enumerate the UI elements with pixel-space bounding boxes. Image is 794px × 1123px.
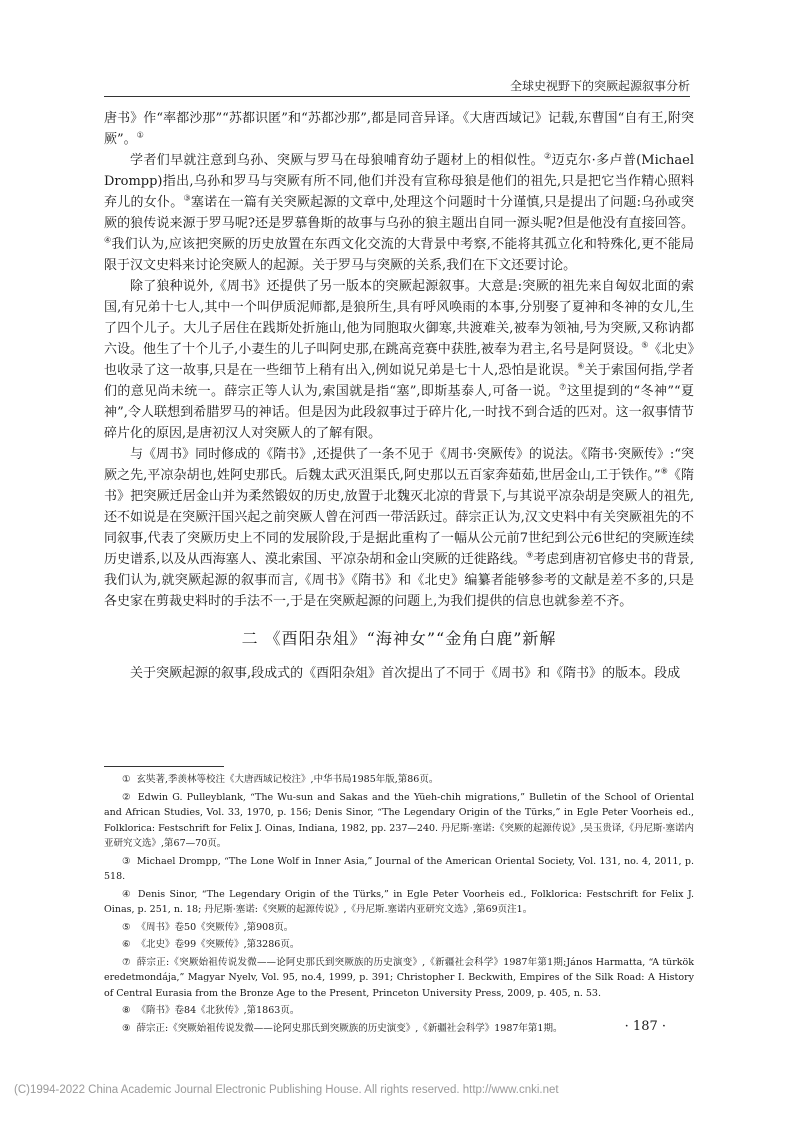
paragraph-text: 《北史》也收录了这一故事,只是在一些细节上稍有出入,例如说兄弟是七十人,恐怕是讹误。 [104, 342, 695, 378]
footnote-mark: ④ [122, 888, 132, 900]
section-title: 二 《酉阳杂俎》“海神女”“金角白鹿”新解 [241, 629, 557, 648]
footnote-text: Denis Sinor, “The Legendary Origin of the Türks,” in Egle Peter Voorheis ed., Folklorica: Festschrift for Felix J. Oinas, p. 251, n. 18; 丹尼斯·塞诺:《突厥的起源传说》,《丹尼斯.塞诺内亚研究文选》,第69页注1。 [104, 888, 694, 915]
paragraph-list [104, 108, 694, 612]
closing-paragraph: 关于突厥起源的叙事,段成式的《酉阳杂俎》首次提出了不同于《周书》和《隋书》的版本。段成 [130, 666, 681, 681]
paragraph-text: 与《周书》同时修成的《隋书》,还提供了一条不见于《周书·突厥传》的说法。《隋书·突厥传》:“突厥之先,平凉杂胡也,姓阿史那氏。后魏太武灭沮渠氏,阿史那以五百家奔茹茹,世居金山,工于铁作。” [104, 447, 694, 483]
paragraph-text: 《隋书》把突厥迁居金山并为柔然锻奴的历史,放置于北魏灭北凉的背景下,与其说平凉杂胡是突厥人的祖先,还不如说是在突厥汗国兴起之前突厥人曾在河西一带活跃过。薛宗正认为,汉文史料中有关突厥祖先的不同叙事,代表了突厥历史上不同的发展阶段,于是据此重构了一幅从公元前7世纪到公元6世纪的突厥连续历史谱系,以及从西海塞人、漠北索国、平凉杂胡和金山突厥的迁徙路线。 [104, 468, 694, 567]
footnote-mark: ⑨ [122, 1022, 131, 1034]
body-paragraph [104, 150, 694, 276]
paragraph-text: 迈克尔·多卢普(Michael Drompp)指出,乌孙和罗马与突厥有所不同,他们并没有宣称母狼是他们的祖先,只是把它当作精心照料弃儿的女仆。 [104, 153, 694, 210]
footnote-mark: ⑦ [122, 956, 131, 968]
body-paragraph [104, 444, 694, 612]
footnote-mark: ⑤ [122, 921, 131, 933]
article-body [104, 108, 694, 684]
footnote-text: Michael Drompp, “The Lone Wolf in Inner Asia,” Journal of the American Oriental Society, Vol. 131, no. 4, 2011, p. 518. [104, 855, 694, 882]
footnote-text: 《周书》卷50《突厥传》,第908页。 [136, 921, 294, 933]
footnote-text: 薛宗正:《突厥始祖传说发微——论阿史那氏到突厥族的历史演变》,《新疆社会科学》1987年第1期;János Harmatta, “A türkök eredetmondája,” Magyar Nyelv, Vol. 95, no.4, 1999, p. 391; Christopher I. Beckwith, Empires of the Silk Road: A History of Central Eurasia from the Bronze Age to the Present, Princeton University Press, 2009, p. 405, n. 53. [104, 956, 694, 999]
footnote-ref[interactable]: ④ [104, 235, 112, 245]
footnote-ref[interactable]: ③ [183, 193, 191, 203]
footnote [104, 937, 694, 953]
footnote-ref[interactable]: ⑤ [641, 340, 649, 350]
paragraph-text: 塞诺在一篇有关突厥起源的文章中,处理这个问题时十分谨慎,只是提出了问题:乌孙或突厥的狼传说来源于罗马呢?还是罗慕鲁斯的故事与乌孙的狼主题出自同一源头呢?但是他没有直接回答。 [104, 195, 694, 231]
header-rule [104, 96, 690, 97]
paragraph-text: 关于索国何指,学者们的意见尚未统一。薛宗正等人认为,索国就是指“塞”,即斯基泰人,可备一说。 [104, 363, 694, 399]
footnote [104, 1021, 694, 1037]
paragraph-text: 唐书》作“率都沙那”“苏都识匿”和“苏都沙那”,都是同音异译。《大唐西域记》记载,东曹国“自有王,附突厥”。 [104, 111, 694, 147]
footnote-ref[interactable]: ⑧ [660, 466, 668, 476]
footnote-ref[interactable]: ② [544, 151, 552, 161]
footnote-mark: ⑧ [122, 1005, 131, 1016]
footnote-text: Edwin G. Pulleyblank, “The Wu-sun and Sakas and the Yüeh-chih migrations,” Bulletin of the School of Oriental and African Studies, Vol. 33, 1970, p. 156; Denis Sinor, “The Legendary Origin of the Türks,” in Egle Peter Voorheis ed., Folklorica: Festschrift for Felix J. Oinas, Indiana, 1982, pp. 237—240. 丹尼斯·塞诺:《突厥的起源传说》,吴玉贵译,《丹尼斯·塞诺内亚研究文选》,第67—70页。 [104, 791, 694, 849]
footnote [104, 772, 694, 788]
footnote-ref[interactable]: ① [136, 130, 144, 140]
footnotes [104, 772, 694, 1038]
paragraph-text: 我们认为,应该把突厥的历史放置在东西文化交流的大背景中考察,不能将其孤立化和特殊化,更不能局限于汉文史料来讨论突厥人的起源。关于罗马与突厥的关系,我们在下文还要讨论。 [104, 237, 694, 273]
footnote [104, 1003, 694, 1019]
footnote-ref[interactable]: ⑨ [525, 550, 534, 560]
footnote [104, 854, 694, 885]
footnote-text: 《隋书》卷84《北狄传》,第1863页。 [136, 1005, 300, 1016]
footnote-text: 玄奘著,季羡林等校注《大唐西域记校注》,中华书局1985年版,第86页。 [136, 774, 439, 785]
footnote-mark: ② [122, 791, 132, 803]
paragraph-text: 除了狼种说外,《周书》还提供了另一版本的突厥起源叙事。大意是:突厥的祖先来自匈奴北面的索国,有兄弟十七人,其中一个叫伊质泥师都,是狼所生,具有呼风唤雨的本事,分别娶了夏神和冬神的女儿,生了四个儿子。大儿子居住在践斯处折施山,他为同胞取火御寒,共渡难关,被奉为领袖,号为突厥,又称讷都六设。他生了十个儿子,小妻生的儿子叫阿史那,在跳高竞赛中获胜,被奉为君主,名号是阿贤设。 [104, 279, 694, 357]
footnote [104, 955, 694, 1002]
footnote-text: 薛宗正:《突厥始祖传说发微——论阿史那氏到突厥族的历史演变》,《新疆社会科学》1987年第1期。 [136, 1022, 563, 1034]
body-paragraph [104, 108, 694, 150]
footnote-rule [104, 766, 224, 767]
footnote-ref[interactable]: ⑥ [577, 361, 585, 371]
paragraph-text: 学者们早就注意到乌孙、突厥与罗马在母狼哺育幼子题材上的相似性。 [130, 153, 545, 168]
page-number: · 187 · [624, 1019, 666, 1034]
footnote-ref[interactable]: ⑦ [559, 382, 567, 392]
footnote-mark: ① [122, 774, 131, 785]
footnote [104, 790, 694, 852]
footnote [104, 887, 694, 918]
footnote-mark: ⑥ [122, 939, 131, 950]
publisher-watermark: (C)1994-2022 China Academic Journal Electronic Publishing House. All rights reserved. http://www.cnki.net [14, 1084, 559, 1096]
paragraph-text: 这里提到的“冬神”“夏神”,令人联想到希腊罗马的神话。但是因为此段叙事过于碎片化,一时找不到合适的匹对。这一叙事情节碎片化的原因,是唐初汉人对突厥人的了解有限。 [104, 384, 694, 441]
paragraph-text: 考虑到唐初官修史书的背景,我们认为,就突厥起源的叙事而言,《周书》《隋书》和《北史》编纂者能够参考的文献是差不多的,只是各史家在剪裁史料时的手法不一,于是在突厥起源的问题上,为我们提供的信息也就参差不齐。 [104, 552, 695, 609]
running-head: 全球史视野下的突厥起源叙事分析 [509, 79, 690, 93]
footnote [104, 920, 694, 936]
footnote-text: 《北史》卷99《突厥传》,第3286页。 [136, 939, 300, 950]
body-paragraph [104, 276, 694, 444]
footnote-mark: ③ [122, 855, 131, 867]
